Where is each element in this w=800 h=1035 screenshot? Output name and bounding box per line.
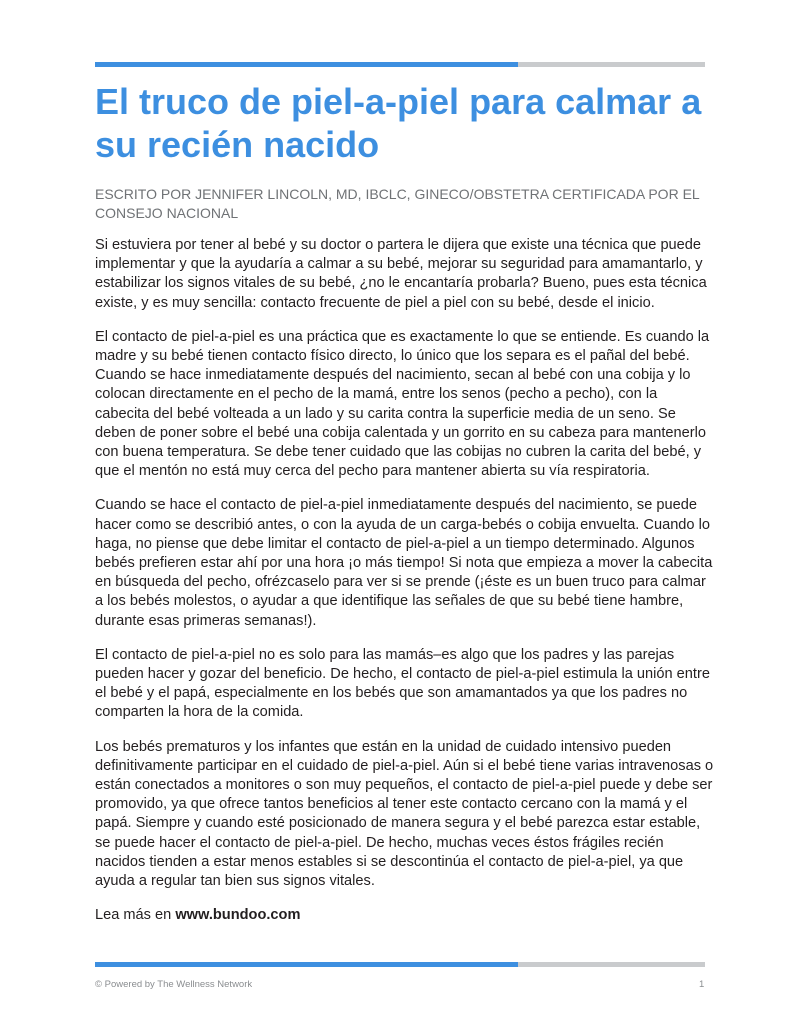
page-title: El truco de piel-a-piel para calmar a su recién nacido: [95, 81, 702, 165]
header-rule: [95, 62, 705, 67]
header-rule-gray: [518, 62, 705, 67]
footer-rule-gray: [518, 962, 705, 967]
read-more-link[interactable]: www.bundoo.com: [175, 907, 301, 924]
paragraph: Cuando se hace el contacto de piel-a-piel inmediatamente después del nacimiento, se puede hacer como se describió antes, o con la ayuda de un carga-bebés o cobija envuelta. Cuando lo haga, no piense que debe limitar el contacto de piel-a-piel a un tiempo determinado. Algunos bebés prefieren estar ahí por una hora ¡o más tiempo! Si nota que empieza a mover la cabecita en búsqueda del pecho, ofrézcaselo para ver si se prende (¡éste es un buen truco para calmar a los bebés molestos, o ayudar a que identifique las señales de que su bebé tiene hambre, durante esas primeras semanas!).: [95, 497, 713, 629]
page-number: 1: [699, 979, 705, 990]
paragraph: El contacto de piel-a-piel es una práctica que es exactamente lo que se entiende. Es cuando la madre y su bebé tienen contacto físico directo, lo único que los separa es el pañal del bebé. Cuando se hace inmediatamente después del nacimiento, secan al bebé con una cobija y lo colocan directamente en el pecho de la mamá, entre los senos (pecho a pecho), con la cabecita del bebé volteada a un lado y su carita contra la superficie media de un seno. Se deben de poner sobre el bebé una cobija calentada y un gorrito en su cabeza para mantenerlo con buena temperatura. Se debe tener cuidado que las cobijas no cubren la carita del bebé, y que el mentón no está muy cerca del pecho para mantener abierta su vía respiratoria.: [95, 328, 710, 480]
paragraph: Los bebés prematuros y los infantes que están en la unidad de cuidado intensivo pueden definitivamente participar en el cuidado de piel-a-piel. Aún si el bebé tiene varias intravenosas o están conectados a monitores o son muy pequeños, el contacto de piel-a-piel puede y debe ser promovido, ya que ofrece tantos beneficios al tener este contacto cercano con la mamá y el papá. Siempre y cuando esté posicionado de manera segura y el bebé parezca estar estable, se puede hacer el contacto de piel-a-piel. De hecho, muchas veces éstos frágiles recién nacidos tienden a estar menos estables si se descontinúa el contacto de piel-a-piel, ya que ayuda a regular tan bien sus signos vitales.: [95, 738, 714, 890]
footer-rule-accent: [95, 962, 518, 967]
header-rule-accent: [95, 62, 518, 67]
author-byline: ESCRITO POR JENNIFER LINCOLN, MD, IBCLC, GINECO/OBSTETRA CERTIFICADA POR EL CONSEJO NACIONAL: [95, 186, 700, 221]
paragraph: El contacto de piel-a-piel no es solo para las mamás–es algo que los padres y las parejas pueden hacer y gozar del beneficio. De hecho, el contacto de piel-a-piel estimula la unión entre el bebé y el papá, especialmente en los bebés que son amamantados ya que los padres no comparten la hora de la comida.: [95, 646, 710, 721]
article-body: [95, 236, 715, 941]
powered-by-footer: © Powered by The Wellness Network: [95, 979, 253, 990]
paragraph: Si estuviera por tener al bebé y su doctor o partera le dijera que existe una técnica que puede implementar y que la ayudaría a calmar a su bebé, mejorar su seguridad para amamantarlo, y estabilizar los signos vitales de su bebé, ¿no le encantaría probarla? Bueno, pues esta técnica existe, y es muy sencilla: contacto frecuente de piel a piel con su bebé, desde el inicio.: [95, 237, 707, 311]
read-more: [95, 906, 715, 925]
footer-rule: [95, 962, 705, 967]
read-more-prefix: Lea más en: [95, 907, 176, 924]
